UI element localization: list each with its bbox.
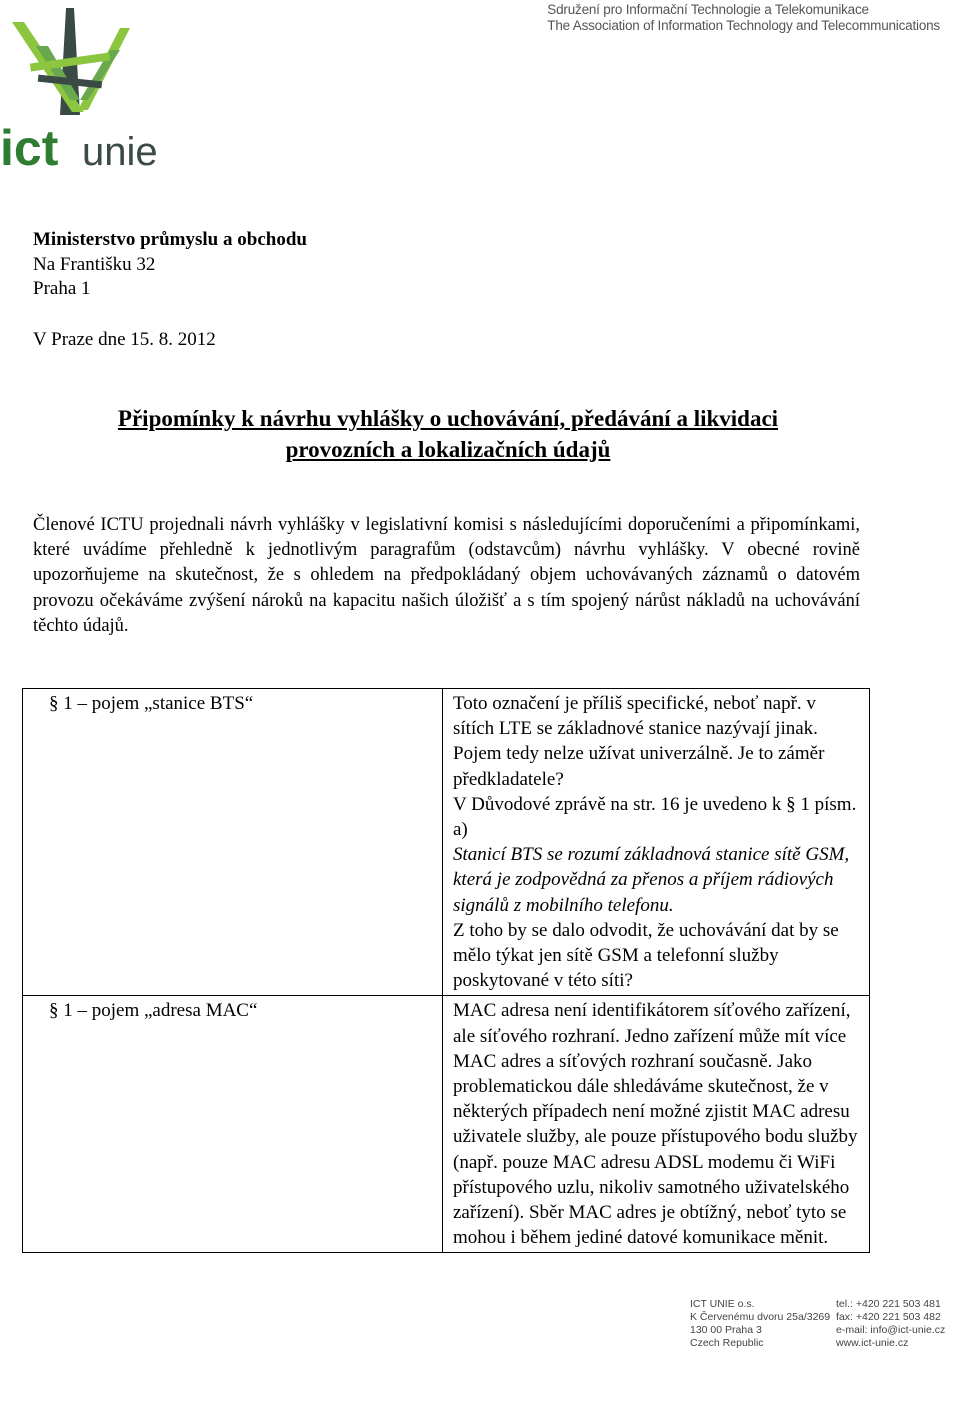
comment-paragraph: Toto označení je příliš specifické, neboť např. v sítích LTE se základnové stanice nazývají jinak. Pojem tedy nelze užívat univerzálně. Je to záměr předkladatele?: [453, 693, 825, 790]
document-title: [33, 403, 863, 465]
svg-text:unie: unie: [82, 130, 158, 174]
comment-paragraph: Z toho by se dalo odvodit, že uchovávání dat by se mělo týkat jen sítě GSM a telefonní služby poskytované v této síti?: [453, 919, 839, 992]
association-name-en: The Association of Information Technology and Telecommunications: [547, 18, 940, 33]
footer-street: K Červenému dvoru 25a/3269: [690, 1311, 831, 1323]
recipient-name: Ministerstvo průmyslu a obchodu: [33, 229, 307, 250]
recipient-street: Na Františku 32: [33, 253, 156, 275]
footer-country: Czech Republic: [690, 1337, 764, 1349]
document-title-line1: Připomínky k návrhu vyhlášky o uchovávání, předávání a likvidaci: [117, 406, 779, 431]
ict-unie-logo: [0, 0, 175, 180]
quoted-paragraph: Stanicí BTS se rozumí základnová stanice sítě GSM, která je zodpovědná za přenos a příjem rádiových signálů z mobilního telefonu.: [453, 844, 850, 916]
document-title-line2: provozních a lokalizačních údajů: [285, 437, 611, 462]
table-row: [23, 996, 870, 1253]
svg-text:ict: ict: [0, 120, 59, 176]
section-cell: § 1 – pojem „stanice BTS“: [23, 689, 443, 996]
footer-email[interactable]: e-mail: info@ict-unie.cz: [836, 1324, 946, 1336]
letter-date: V Praze dne 15. 8. 2012: [33, 329, 216, 350]
footer-city: 130 00 Praha 3: [690, 1324, 762, 1336]
comment-paragraph: V Důvodové zprávě na str. 16 je uvedeno k § 1 písm. a): [453, 793, 857, 841]
recipient-city: Praha 1: [33, 278, 91, 299]
footer-org: ICT UNIE o.s.: [690, 1298, 755, 1310]
footer-web[interactable]: www.ict-unie.cz: [836, 1337, 909, 1349]
footer-fax: fax: +420 221 503 482: [836, 1311, 941, 1323]
ict-unie-logo-graphic: [0, 0, 175, 180]
intro-paragraph: Členové ICTU projednali návrh vyhlášky v legislativní komisi s následujícími doporučeními a připomínkami, které uvádíme přehledně k jednotlivým paragrafům (odstavcům) návrhu vyhlášky. V obecné rovině upozorňujeme na skutečnost, že s ohledem na předpokládaný objem uchovávaných záznamů o datovém provozu očekáváme zvýšení nároků na kapacitu našich úložišť a s tím spojený nárůst nákladů na uchovávání těchto údajů.: [33, 515, 860, 636]
association-name: [547, 2, 940, 34]
comment-cell: [443, 996, 870, 1253]
association-name-cz: Sdružení pro Informační Technologie a Telekomunikace: [547, 2, 869, 17]
comment-paragraph: MAC adresa není identifikátorem síťového zařízení, ale síťového rozhraní. Jedno zařízení může mít více MAC adres a síťových rozhraní současně. Jako problematickou dále shledáváme skutečnost, že v některých případech není možné zjistit MAC adresu uživatele služby, ale pouze přístupového bodu služby (např. pouze MAC adresu ADSL modemu či WiFi přístupového uzlu, nikoliv samotného uživatelského zařízení). Sběr MAC adres je obtížný, neboť tyto se mohou i během jediné datové komunikace měnit.: [453, 1000, 858, 1249]
table-row: [23, 689, 870, 996]
footer-address: [690, 1298, 830, 1350]
comments-table: [22, 688, 870, 1253]
recipient-address: [33, 228, 307, 302]
footer-tel: tel.: +420 221 503 481: [836, 1298, 941, 1310]
section-cell: § 1 – pojem „adresa MAC“: [23, 996, 443, 1253]
footer-contacts: [836, 1298, 945, 1350]
comment-cell: [443, 689, 870, 996]
